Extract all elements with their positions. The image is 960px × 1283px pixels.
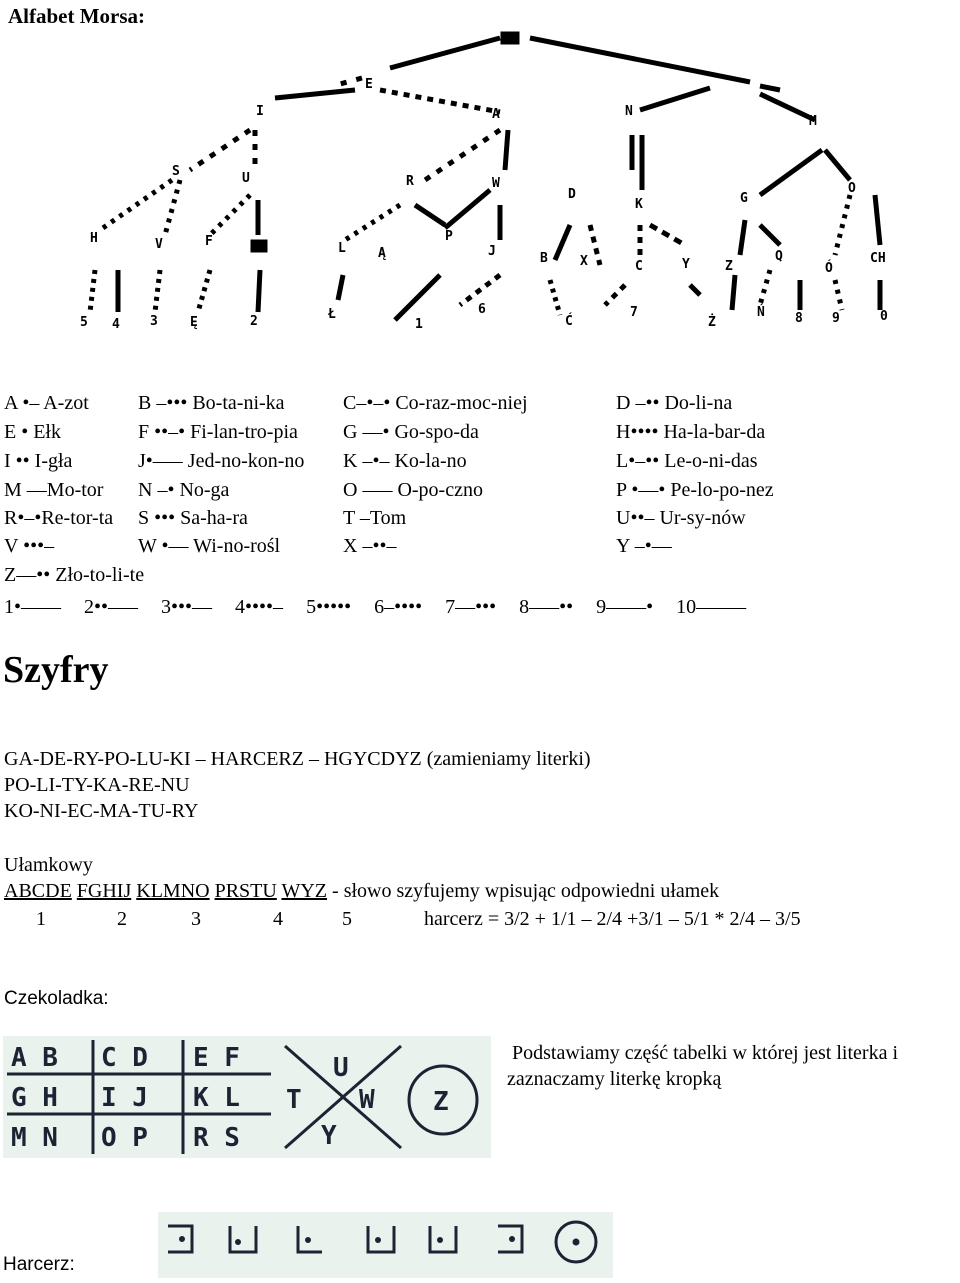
svg-text:B: B — [540, 251, 548, 266]
svg-text:X: X — [580, 254, 588, 269]
group-number: 5 — [342, 908, 352, 930]
morse-digit: 9––––• — [596, 596, 654, 618]
grid-cell: A B — [11, 1043, 58, 1073]
morse-entry: R•–•Re-tor-ta — [4, 507, 114, 529]
czekoladka-label: Czekoladka: — [4, 988, 109, 1009]
morse-entry: S ••• Sa-ha-ra — [138, 507, 248, 529]
svg-text:Q: Q — [775, 249, 783, 264]
morse-digit: 7––••• — [445, 596, 497, 618]
svg-text:Ę: Ę — [190, 315, 198, 330]
group-numbers — [0, 908, 960, 934]
morse-entry: V •••– — [4, 535, 55, 557]
svg-text:Ń: Ń — [757, 305, 765, 320]
morse-entry: D –•• Do-li-na — [616, 392, 733, 414]
svg-text:4: 4 — [112, 317, 120, 332]
grid-cell: R S — [193, 1123, 240, 1153]
morse-digit: 5••••• — [306, 596, 352, 618]
svg-text:A: A — [492, 107, 500, 122]
morse-entry: C–•–• Co-raz-moc-niej — [343, 392, 528, 414]
circle-letter: Z — [433, 1087, 449, 1117]
ulamkowy-example: harcerz = 3/2 + 1/1 – 2/4 +3/1 – 5/1 * 2/4 – 3/5 — [424, 908, 801, 930]
morse-entry: N –• No-ga — [138, 479, 230, 501]
svg-text:M: M — [809, 114, 817, 129]
czekoladka-description-2: zaznaczamy literkę kropką — [507, 1068, 722, 1090]
morse-entry: E • Ełk — [4, 421, 61, 443]
morse-digit: 8–––•• — [519, 596, 574, 618]
svg-text:H: H — [90, 231, 98, 246]
morse-digit: 6–•••• — [374, 596, 423, 618]
svg-text:I: I — [256, 104, 264, 119]
morse-entry: Z––•• Zło-to-li-te — [4, 564, 145, 586]
svg-text:Z: Z — [725, 259, 733, 274]
letter-group: FGHIJ — [76, 880, 132, 902]
svg-text:1: 1 — [415, 317, 423, 332]
svg-text:Ż: Ż — [708, 315, 716, 330]
morse-entry: G ––• Go-spo-da — [343, 421, 479, 443]
morse-digit: 10––––– — [676, 596, 747, 618]
page-title: Alfabet Morsa: — [8, 4, 146, 28]
svg-text:P: P — [445, 229, 453, 244]
morse-entry: F ••–• Fi-lan-tro-pia — [138, 421, 298, 443]
svg-text:2: 2 — [250, 314, 258, 329]
letter-group: ABCDE — [4, 880, 72, 902]
morse-entry: M ––Mo-tor — [4, 479, 104, 501]
morse-entry: W •–– Wi-no-rośl — [138, 535, 281, 557]
harcerz-label: Harcerz: — [3, 1254, 75, 1275]
group-number: 3 — [191, 908, 201, 930]
morse-entry: K –•– Ko-la-no — [343, 450, 467, 472]
svg-text:3: 3 — [150, 314, 158, 329]
letter-group: KLMNO — [136, 880, 210, 902]
grid-cell: K L — [193, 1083, 240, 1113]
svg-text:D: D — [568, 187, 576, 202]
svg-text:E: E — [365, 77, 373, 92]
morse-tree-diagram — [60, 20, 920, 340]
czekoladka-key-image — [3, 1036, 491, 1158]
group-number: 1 — [36, 908, 46, 930]
x-letter: W — [359, 1085, 375, 1115]
svg-text:Ó: Ó — [825, 261, 833, 276]
morse-entry: P •––• Pe-lo-po-nez — [616, 479, 774, 501]
harcerz-cipher-image — [158, 1212, 613, 1278]
morse-digit: 4••••– — [235, 596, 284, 618]
letter-group: WYZ — [281, 880, 328, 902]
morse-entry: O ––– O-po-czno — [343, 479, 483, 501]
svg-text:J: J — [488, 244, 496, 259]
grid-cell: C D — [101, 1043, 148, 1073]
morse-entry: U••– Ur-sy-nów — [616, 507, 746, 529]
czekoladka-description-1: Podstawiamy część tabelki w której jest literka i — [512, 1042, 898, 1064]
svg-text:Ć: Ć — [565, 314, 573, 329]
morse-entry: Y –•–– — [616, 535, 672, 557]
koniecmatury-line: KO-NI-EC-MA-TU-RY — [4, 800, 199, 822]
svg-text:CH: CH — [870, 251, 886, 266]
svg-text:O: O — [848, 181, 856, 196]
morse-entry: X –••– — [343, 535, 397, 557]
morse-entry: B –••• Bo-ta-ni-ka — [138, 392, 285, 414]
grid-cell: O P — [101, 1123, 148, 1153]
svg-text:G: G — [740, 191, 748, 206]
morse-entry: T –Tom — [343, 507, 407, 529]
grid-cell: I J — [101, 1083, 148, 1113]
morse-entry: J•––– Jed-no-kon-no — [138, 450, 305, 472]
svg-text:K: K — [635, 197, 643, 212]
gaderypoluki-line: GA-DE-RY-PO-LU-KI – HARCERZ – HGYCDYZ (zamieniamy literki) — [4, 748, 591, 770]
morse-digit: 3•••–– — [161, 596, 213, 618]
morse-entry: I •• I-gła — [4, 450, 73, 472]
svg-text:Ł: Ł — [328, 307, 336, 322]
svg-text:9: 9 — [832, 311, 840, 326]
ulamkowy-groups — [4, 880, 719, 903]
grid-cell: M N — [11, 1123, 58, 1153]
szyfry-heading: Szyfry — [3, 649, 109, 691]
morse-digit: 1•–––– — [4, 596, 62, 618]
x-letter: U — [333, 1053, 349, 1083]
letter-group: PRSTU — [214, 880, 277, 902]
ulamkowy-label: Ułamkowy — [4, 854, 93, 876]
svg-text:5: 5 — [80, 315, 88, 330]
svg-text:W: W — [492, 176, 500, 191]
ulamkowy-note: - słowo szyfujemy wpisując odpowiedni ułamek — [332, 880, 720, 902]
group-number: 2 — [117, 908, 127, 930]
morse-digits-row — [4, 596, 764, 619]
svg-text:U: U — [242, 171, 250, 186]
svg-text:N: N — [625, 104, 633, 119]
svg-text:6: 6 — [478, 302, 486, 317]
morse-entry: L•–•• Le-o-ni-das — [616, 450, 758, 472]
morse-digit: 2••––– — [84, 596, 139, 618]
grid-cell: G H — [11, 1083, 58, 1113]
svg-text:S: S — [172, 164, 180, 179]
svg-text:L: L — [338, 241, 346, 256]
x-letter: T — [286, 1085, 302, 1115]
group-number: 4 — [273, 908, 283, 930]
svg-text:Ą: Ą — [378, 246, 386, 261]
svg-text:V: V — [155, 237, 163, 252]
politykarenu-line: PO-LI-TY-KA-RE-NU — [4, 774, 190, 796]
morse-entry: H•••• Ha-la-bar-da — [616, 421, 766, 443]
svg-text:C: C — [635, 259, 643, 274]
svg-text:8: 8 — [795, 311, 803, 326]
svg-text:7: 7 — [630, 305, 638, 320]
grid-cell: E F — [193, 1043, 240, 1073]
morse-entry: A •– A-zot — [4, 392, 89, 414]
svg-text:Y: Y — [682, 257, 690, 272]
svg-text:F: F — [205, 234, 213, 249]
svg-text:0: 0 — [880, 309, 888, 324]
x-letter: Y — [321, 1121, 337, 1151]
svg-text:R: R — [406, 174, 414, 189]
